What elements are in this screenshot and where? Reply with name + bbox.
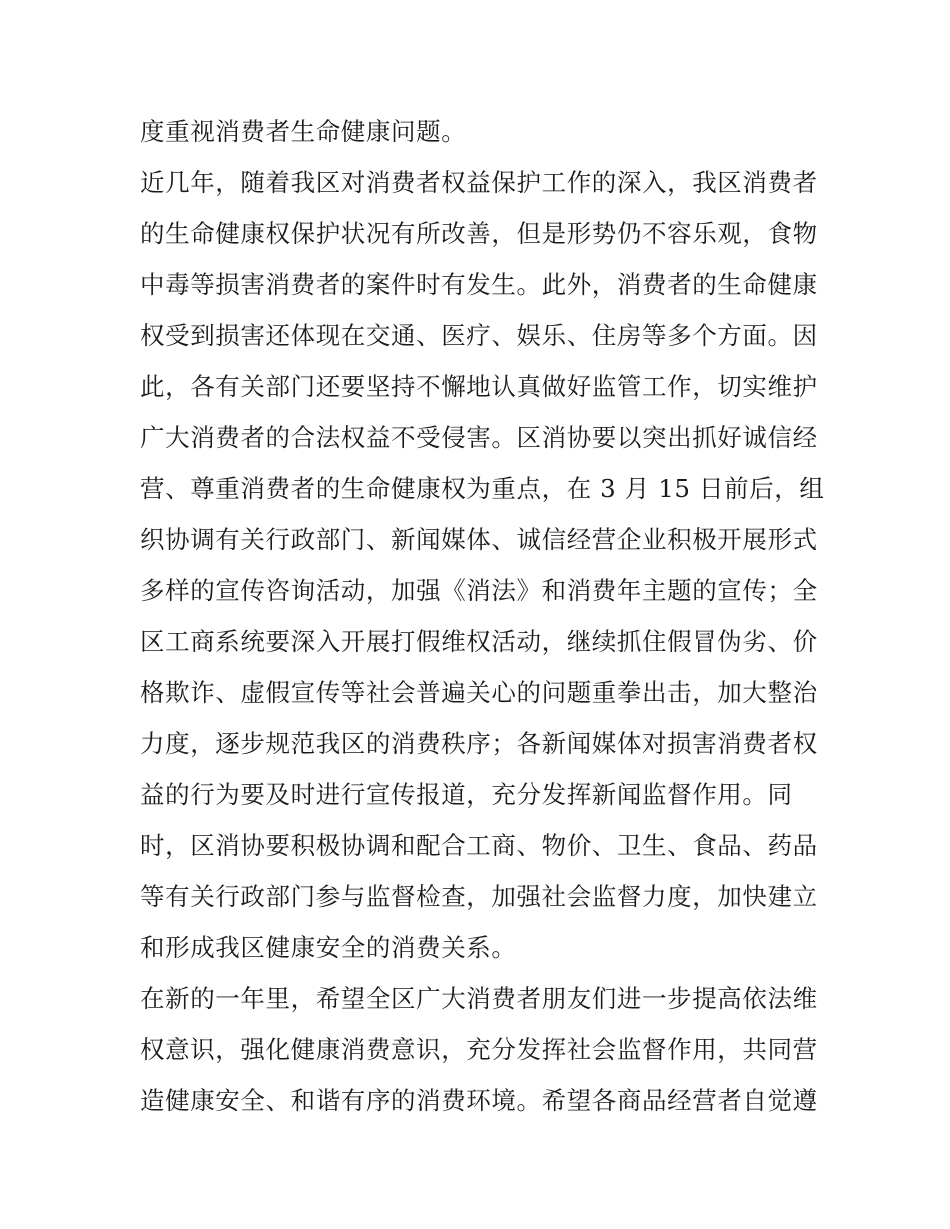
text-line: 时，区消协要积极协调和配合工商、物价、卫生、食品、药品 (140, 831, 818, 860)
text-line: 度重视消费者生命健康问题。 (140, 117, 467, 146)
text-line: 中毒等损害消费者的案件时有发生。此外，消费者的生命健康 (140, 270, 818, 299)
text-line: 营、尊重消费者的生命健康权为重点，在 3 月 15 日前后，组 (140, 474, 825, 503)
text-line: 在新的一年里，希望全区广大消费者朋友们进一步提高依法维 (140, 984, 818, 1013)
text-line: 的生命健康权保护状况有所改善，但是形势仍不容乐观，食物 (140, 219, 818, 248)
document-body (140, 106, 825, 1126)
text-line: 权意识，强化健康消费意识，充分发挥社会监督作用，共同营 (140, 1035, 818, 1064)
text-line: 益的行为要及时进行宣传报道，充分发挥新闻监督作用。同 (140, 780, 793, 809)
text-line: 此，各有关部门还要坚持不懈地认真做好监管工作，切实维护 (140, 372, 818, 401)
text-line: 近几年，随着我区对消费者权益保护工作的深入，我区消费者 (140, 168, 818, 197)
text-line: 广大消费者的合法权益不受侵害。区消协要以突出抓好诚信经 (140, 423, 818, 452)
text-line: 力度，逐步规范我区的消费秩序；各新闻媒体对损害消费者权 (140, 729, 818, 758)
text-line: 和形成我区健康安全的消费关系。 (140, 933, 517, 962)
text-line: 区工商系统要深入开展打假维权活动，继续抓住假冒伪劣、价 (140, 627, 818, 656)
text-line: 织协调有关行政部门、新闻媒体、诚信经营企业积极开展形式 (140, 525, 818, 554)
text-line: 造健康安全、和谐有序的消费环境。希望各商品经营者自觉遵 (140, 1086, 818, 1115)
text-line: 多样的宣传咨询活动，加强《消法》和消费年主题的宣传；全 (140, 576, 818, 605)
text-line: 权受到损害还体现在交通、医疗、娱乐、住房等多个方面。因 (140, 321, 818, 350)
text-line: 等有关行政部门参与监督检查，加强社会监督力度，加快建立 (140, 882, 818, 911)
text-line: 格欺诈、虚假宣传等社会普遍关心的问题重拳出击，加大整治 (140, 678, 818, 707)
